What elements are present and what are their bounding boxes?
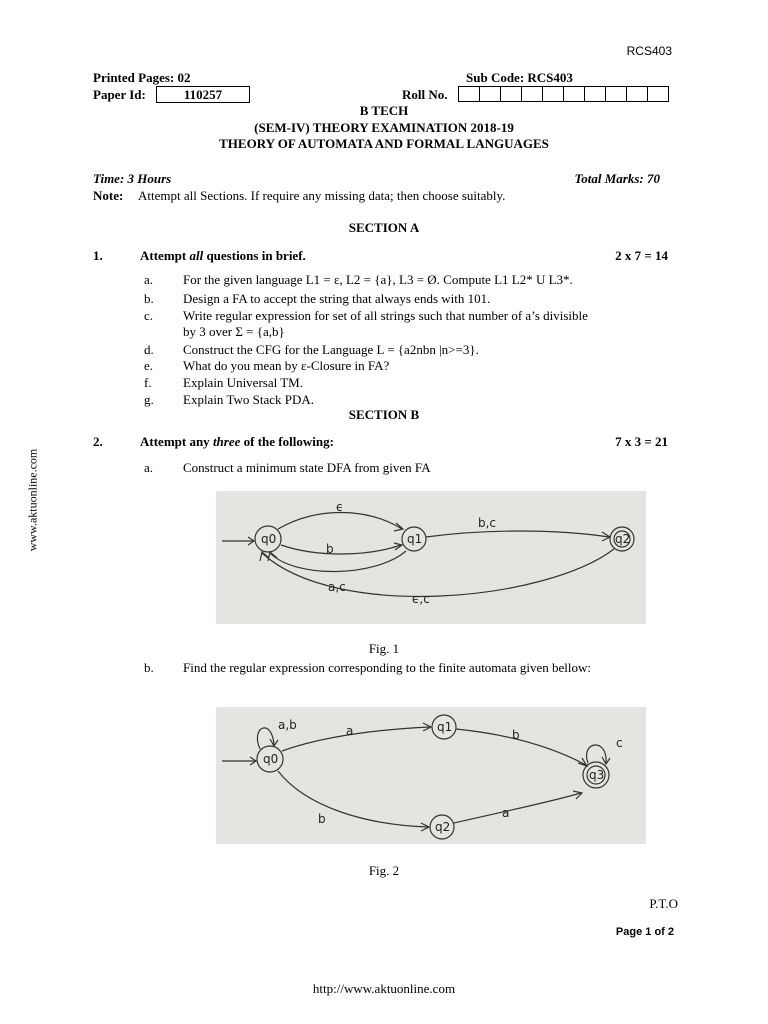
state-label: q1 [407, 532, 423, 546]
paper-code-top: RCS403 [626, 44, 672, 58]
paper-id-value: 110257 [156, 86, 250, 103]
figure-1-automaton [216, 491, 646, 624]
exam-title: (SEM-IV) THEORY EXAMINATION 2018-19 [254, 120, 514, 135]
item-label: c. [144, 308, 154, 323]
roll-number-box [605, 86, 627, 102]
state-label: q3 [589, 768, 605, 782]
figure-2-caption: Fig. 2 [368, 863, 400, 878]
roll-number-box [584, 86, 606, 102]
printed-pages: Printed Pages: 02 [93, 70, 191, 85]
figure-2-automaton [216, 707, 646, 844]
roll-number-box [458, 86, 480, 102]
question-1c-text-cont: by 3 over Σ = {a,b} [183, 324, 285, 339]
edge-label: b,c [478, 516, 497, 530]
question-1-number: 1. [93, 248, 103, 263]
question-2-marks: 7 x 3 = 21 [615, 434, 668, 449]
question-2a-text: Construct a minimum state DFA from given FA [183, 460, 431, 475]
state-label: q2 [615, 532, 631, 546]
question-1c-text: Write regular expression for set of all strings such that number of a’s divisible [183, 308, 588, 323]
item-label: g. [144, 392, 154, 407]
footer-url[interactable]: http://www.aktuonline.com [312, 981, 456, 996]
section-a-heading: SECTION A [348, 220, 420, 235]
roll-number-box [479, 86, 501, 102]
edge-q0-q1-b [281, 545, 401, 554]
note-label: Note: [93, 188, 124, 203]
edge-q0-q2 [278, 771, 428, 827]
question-1f-text: Explain Universal TM. [183, 375, 303, 390]
question-1a-text: For the given language L1 = ε, L2 = {a}, L3 = Ø. Compute L1 L2* U L3*. [183, 272, 573, 287]
edge-label: a,c [328, 580, 346, 594]
roll-number-label: Roll No. [402, 87, 448, 102]
note-text: Attempt all Sections. If require any missing data; then choose suitably. [138, 188, 506, 203]
question-1-marks: 2 x 7 = 14 [615, 248, 668, 263]
edge-label: a,b [278, 718, 297, 732]
question-1b-text: Design a FA to accept the string that always ends with 101. [183, 291, 491, 306]
item-label: a. [144, 460, 154, 475]
state-label: q1 [437, 720, 453, 734]
state-label: q0 [263, 752, 279, 766]
side-watermark-url: www.aktuonline.com [25, 448, 40, 552]
edge-label: b [512, 728, 520, 742]
loop-q3 [587, 745, 607, 763]
figure-1-caption: Fig. 1 [368, 641, 400, 656]
roll-number-box [563, 86, 585, 102]
item-label: b. [144, 291, 154, 306]
item-label: a. [144, 272, 154, 287]
edge-q1-q3 [456, 729, 586, 765]
pto-marker: P.T.O [649, 896, 678, 911]
total-marks: Total Marks: 70 [574, 171, 660, 186]
edge-label: a [502, 806, 510, 820]
page-number: Page 1 of 2 [615, 926, 674, 938]
edge-q2-q3 [454, 793, 581, 823]
question-2-instruction: Attempt any three of the following: [140, 434, 334, 449]
edge-label: b [326, 542, 334, 556]
edge-label: ϵ [336, 500, 344, 514]
edge-q2-q0-arrowhead [260, 552, 269, 561]
question-1d-text: Construct the CFG for the Language L = {a2nbn |n>=3}. [183, 342, 479, 357]
item-label: e. [144, 358, 154, 373]
edge-label: c [616, 736, 623, 750]
edge-label: ϵ,c [412, 592, 430, 606]
subject-title: THEORY OF AUTOMATA AND FORMAL LANGUAGES [219, 136, 549, 151]
edge-q2-q0 [262, 549, 614, 596]
roll-number-box [626, 86, 648, 102]
section-b-heading: SECTION B [348, 407, 420, 422]
question-2-number: 2. [93, 434, 103, 449]
state-label: q0 [261, 532, 277, 546]
edge-q0-q1 [282, 727, 430, 751]
item-label: d. [144, 342, 154, 357]
edge-label: a [346, 724, 354, 738]
roll-number-box [647, 86, 669, 102]
roll-number-box [500, 86, 522, 102]
edge-label: b [318, 812, 326, 826]
sub-code: Sub Code: RCS403 [466, 70, 573, 85]
question-1g-text: Explain Two Stack PDA. [183, 392, 315, 407]
question-2b-text: Find the regular expression corresponding to the finite automata given bellow: [183, 660, 591, 675]
roll-number-box [521, 86, 543, 102]
question-1e-text: What do you mean by ε-Closure in FA? [183, 358, 390, 373]
edge-q0-q1-eps [278, 513, 402, 530]
roll-number-box [542, 86, 564, 102]
paper-id-label: Paper Id: [93, 87, 146, 102]
degree-title: B TECH [359, 103, 409, 118]
item-label: b. [144, 660, 154, 675]
edge-q1-q2 [426, 531, 609, 537]
exam-time: Time: 3 Hours [93, 171, 172, 186]
question-1-instruction: Attempt all questions in brief. [140, 248, 306, 263]
item-label: f. [144, 375, 152, 390]
state-label: q2 [435, 820, 451, 834]
